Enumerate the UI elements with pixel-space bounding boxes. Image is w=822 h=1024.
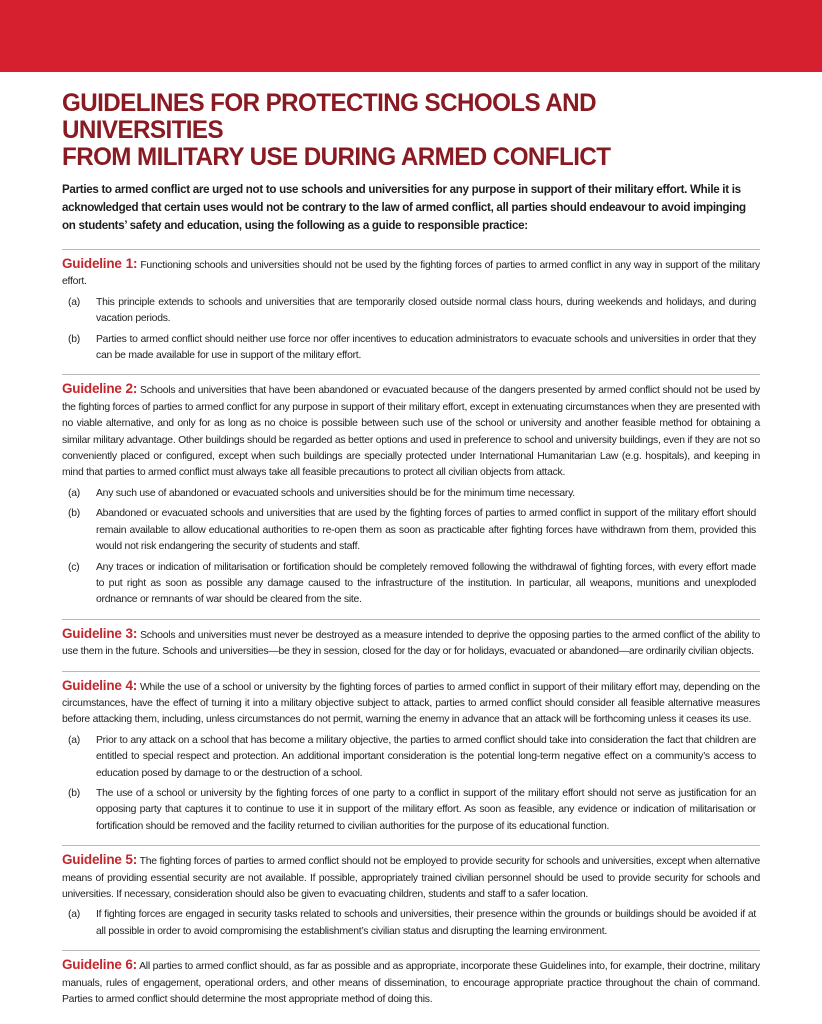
sub-item-letter: (a) [68, 296, 80, 308]
guideline-label: Guideline 3: [62, 625, 138, 641]
guideline-text: Schools and universities that have been abandoned or evacuated because of the dangers presented by armed conflict should not be used by the fighting forces of parties to armed conflict for any purpose in support of their military effort, except in extenuating circumstances when they are presented with no viable alternative, and only for as long as no choice is possible between such use of the school or university and another feasible method for obtaining a similar military advantage. Other buildings should be regarded as better options and used in preference to school and university buildings, even if they are not so conveniently placed or configured, except when such buildings are specially protected under International Humanitarian Law (e.g. hospitals), and keeping in mind that parties to armed conflict must always take all feasible precautions to protect all civilian objects from attack. [62, 385, 760, 479]
page-title [62, 90, 763, 171]
guideline-sub-item [62, 506, 760, 555]
guideline-paragraph [62, 678, 760, 729]
guideline-sub-item [62, 907, 760, 940]
guideline-label: Guideline 2: [62, 381, 138, 397]
guideline-label: Guideline 6: [62, 957, 137, 973]
sub-item-text: Any such use of abandoned or evacuated schools and universities should be for the minimum time necessary. [96, 487, 575, 499]
guideline-sub-item [62, 332, 760, 365]
sub-item-letter: (b) [68, 333, 80, 345]
guideline-6 [62, 950, 760, 1008]
sub-item-letter: (b) [68, 508, 80, 520]
sub-item-letter: (a) [68, 487, 80, 499]
guideline-text: The fighting forces of parties to armed conflict should not be employed to provide security for schools and universities, except when alternative means of providing essential security are not available. If possible, appropriately trained civilian personnel should be used to provide security for schools and universities. If necessary, consideration should also be given to evacuating children, students and staff to a safer location. [62, 856, 760, 900]
guideline-text: Schools and universities must never be destroyed as a measure intended to deprive the opposing parties to the armed conflict of the ability to use them in the future. Schools and universities—be they in session, closed for the day or for holidays, evacuated or abandoned—are ordinarily civilian objects. [62, 629, 760, 658]
guideline-text: All parties to armed conflict should, as far as possible and as appropriate, incorporate these Guidelines into, for example, their doctrine, military manuals, rules of engagement, operational orders, and other means of dissemination, to encourage appropriate practice throughout the chain of command. Parties to armed conflict should determine the most appropriate method of doing this. [62, 961, 760, 1006]
top-red-banner [0, 0, 822, 72]
guideline-paragraph [62, 256, 760, 291]
sub-item-text: Parties to armed conflict should neither use force nor offer incentives to education administrators to evacuate schools and universities in order that they can be made available for use in support of the military effort. [96, 333, 756, 362]
sub-item-letter: (b) [68, 787, 80, 799]
sub-item-text: Any traces or indication of militarisation or fortification should be completely removed following the withdrawal of fighting forces, with every effort made to put right as soon as possible any damage caused to the infrastructure of the institution. In particular, all weapons, munitions and unexploded ordnance or remnants of war should be cleared from the site. [96, 561, 756, 606]
guideline-2 [62, 374, 760, 608]
sub-item-text: If fighting forces are engaged in security tasks related to schools and universities, their presence within the grounds or buildings should be avoided if at all possible in order to avoid compromising the establishment’s civilian status and disrupting the learning environment. [96, 909, 756, 937]
sub-item-text: Abandoned or evacuated schools and universities that are used by the fighting forces of parties to armed conflict in support of the military effort should remain available to allow educational authorities to re-open them as soon as practicable after fighting forces have withdrawn from them, provided this would not risk endangering the security of students and staff. [96, 508, 756, 553]
guideline-paragraph [62, 852, 760, 903]
document-body [62, 90, 760, 1008]
sub-item-text: This principle extends to schools and universities that are temporarily closed outside normal class hours, during weekends and holidays, and during vacation periods. [96, 296, 756, 325]
guideline-paragraph [62, 957, 760, 1008]
guideline-sub-item [62, 295, 760, 328]
guideline-sub-item [62, 486, 760, 502]
guideline-text: Functioning schools and universities should not be used by the fighting forces of parties to armed conflict in any way in support of the military effort. [62, 260, 760, 288]
sub-item-letter: (a) [68, 909, 80, 921]
guideline-paragraph [62, 626, 760, 661]
guideline-4 [62, 671, 760, 836]
sub-item-letter: (a) [68, 734, 80, 746]
guideline-paragraph [62, 381, 760, 481]
guideline-label: Guideline 5: [62, 852, 137, 868]
guideline-sub-item [62, 733, 760, 782]
guideline-text: While the use of a school or university by the fighting forces of parties to armed conflict in support of their military effort may, depending on the circumstances, have the effect of turning it into a military objective subject to attack, parties to armed conflict should consider all feasible alternative measures before attacking them, including, unless circumstances do not permit, warning the enemy in advance that an attack will be forthcoming unless it ceases its use. [62, 681, 761, 726]
guideline-5 [62, 845, 760, 940]
guideline-3 [62, 619, 760, 661]
guideline-sub-item [62, 786, 760, 835]
guideline-label: Guideline 4: [62, 677, 138, 693]
guideline-1 [62, 249, 760, 364]
intro-paragraph: Parties to armed conflict are urged not to use schools and universities for any purpose in support of their military effort. While it is acknowledged that certain uses would not be contrary to the law of armed conflict, all parties should endeavour to avoid impinging on students’ safety and education, using the following as a guide to responsible practice: [62, 183, 746, 232]
sub-item-text: Prior to any attack on a school that has become a military objective, the parties to armed conflict should take into consideration the fact that children are entitled to special respect and protection. An additional important consideration is the potential long-term negative effect on a community’s access to education posed by damage to or the destruction of a school. [96, 734, 756, 779]
sub-item-text: The use of a school or university by the fighting forces of one party to a conflict in support of the military effort should not serve as justification for an opposing party that captures it to continue to use it in support of the military effort. As soon as feasible, any evidence or indication of militarisation or fortification should be removed and the facility returned to civilian authorities for the purpose of its educational function. [96, 787, 756, 832]
guideline-sub-item [62, 560, 760, 609]
sub-item-letter: (c) [68, 561, 80, 573]
title-line-2: FROM MILITARY USE DURING ARMED CONFLICT [62, 143, 611, 171]
guideline-label: Guideline 1: [62, 256, 138, 271]
title-line-1: GUIDELINES FOR PROTECTING SCHOOLS AND UNIVERSITIES [62, 89, 596, 144]
guidelines-list [62, 249, 760, 1008]
